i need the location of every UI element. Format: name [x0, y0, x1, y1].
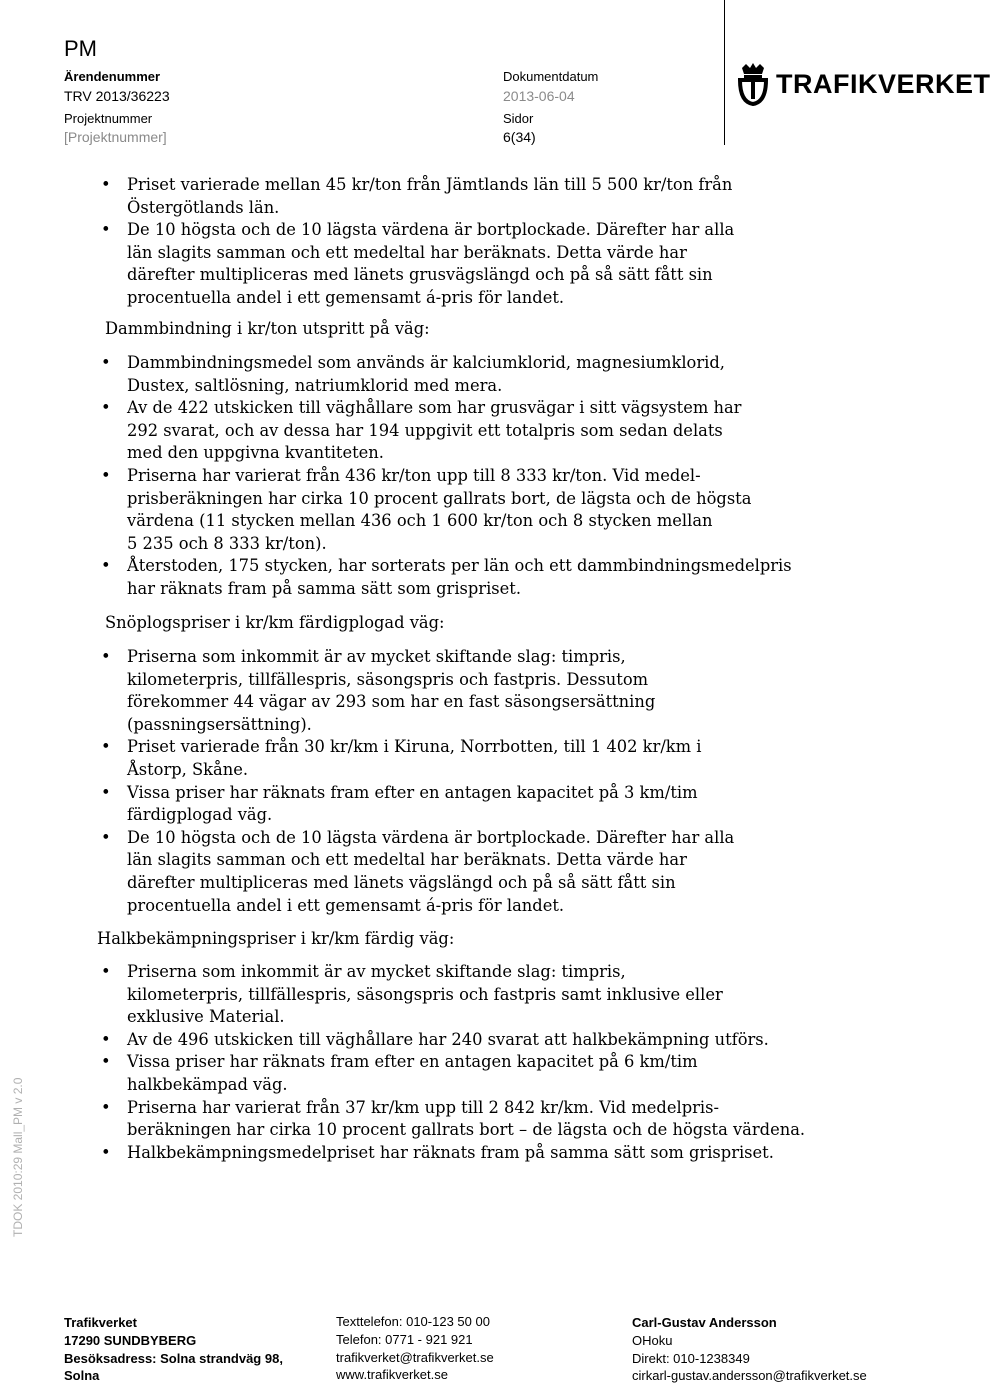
list-item-line: Priserna som inkommit är av mycket skiftande slag: timpris, [127, 647, 626, 666]
dokumentdatum-label: Dokumentdatum [503, 69, 599, 84]
list-item-line: värdena (11 stycken mellan 436 och 1 600 kr/ton och 8 stycken mellan [127, 511, 713, 531]
list-item-line: Vissa priser har räknats fram efter en antagen kapacitet på 3 km/tim [127, 782, 698, 802]
list-item-line: halkbekämpad väg. [127, 1074, 288, 1094]
list-item-line: Åstorp, Skåne. [127, 759, 249, 779]
list-item [101, 219, 827, 309]
list-item-line: Östergötlands län. [127, 197, 280, 217]
list-item [101, 465, 827, 555]
list-item [101, 1097, 847, 1142]
bullet-icon: • [101, 827, 111, 847]
list-item-line: därefter multipliceras med länets vägslängd och på så sätt fått sin [127, 872, 676, 892]
heading-dammbindning: Dammbindning i kr/ton utspritt på väg: [105, 319, 430, 338]
footer-company-name: Trafikverket [64, 1315, 137, 1330]
list-item-line: kilometerpris, tillfällespris, säsongspris och fastpris samt inklusive eller [127, 984, 723, 1004]
bullet-list-grus [101, 174, 827, 310]
bullet-icon: • [101, 737, 111, 757]
list-item-line: Av de 496 utskicken till väghållare har 240 svarat att halkbekämpning utförs. [127, 1029, 769, 1049]
bullet-icon: • [101, 1052, 111, 1072]
list-item [101, 782, 827, 827]
footer-texttelefon: Texttelefon: 010-123 50 00 [336, 1314, 490, 1329]
bullet-list-dammbindning [101, 352, 827, 601]
list-item-line: De 10 högsta och de 10 lägsta värdena är bortplockade. Därefter har alla [127, 220, 735, 240]
bullet-icon: • [101, 175, 111, 194]
list-item-line: med den uppgivna kvantiteten. [127, 443, 384, 463]
list-item-line: 292 svarat, och av dessa har 194 uppgivit ett totalpris som sedan delats [127, 420, 723, 440]
list-item-line: (passningsersättning). [127, 714, 312, 734]
list-item-line: Priserna har varierat från 436 kr/ton upp till 8 333 kr/ton. Vid medel- [127, 465, 701, 485]
arendenummer-label: Ärendenummer [64, 69, 161, 84]
bullet-icon: • [101, 1097, 111, 1117]
heading-halkbekampning: Halkbekämpningspriser i kr/km färdig väg: [97, 929, 455, 948]
list-item [101, 555, 827, 600]
footer-city: Solna [64, 1368, 100, 1384]
bullet-icon: • [101, 556, 111, 576]
document-type: PM [64, 36, 97, 61]
list-item-line: Dustex, saltlösning, natriumklorid med mera. [127, 375, 503, 395]
list-item-line: beräkningen har cirka 10 procent gallrats bort – de lägsta och de högsta värdena. [127, 1120, 806, 1140]
bullet-icon: • [101, 465, 111, 485]
bullet-icon: • [101, 398, 111, 418]
sidor-label: Sidor [503, 111, 534, 126]
bullet-icon: • [101, 1029, 111, 1049]
crown-emblem-icon [736, 62, 770, 106]
list-item [101, 352, 827, 397]
bullet-icon: • [101, 647, 111, 666]
footer-website[interactable]: www.trafikverket.se [336, 1367, 448, 1383]
footer-email[interactable]: trafikverket@trafikverket.se [336, 1349, 494, 1365]
bullet-icon: • [101, 353, 111, 372]
projektnummer-label: Projektnummer [64, 111, 153, 126]
list-item [101, 961, 847, 1029]
template-id-sidebar: TDOK 2010:29 Mall_PM v 2.0 [11, 1077, 25, 1237]
list-item [101, 1029, 847, 1052]
footer-telefon: Telefon: 0771 - 921 921 [336, 1331, 473, 1347]
list-item-line: kilometerpris, tillfällespris, säsongspris och fastpris. Dessutom [127, 669, 649, 689]
list-item [101, 1142, 847, 1165]
bullet-list-halkbekampning [101, 961, 847, 1164]
list-item [101, 646, 827, 736]
list-item-line: Återstoden, 175 stycken, har sorterats per län och ett dammbindningsmedelpris [127, 556, 792, 576]
dokumentdatum-value: 2013-06-04 [503, 88, 575, 104]
logo-wordmark: TRAFIKVERKET [776, 68, 991, 99]
list-item-line: Priserna har varierat från 37 kr/km upp till 2 842 kr/km. Vid medelpris- [127, 1097, 719, 1117]
footer-person-email[interactable]: cirkarl-gustav.andersson@trafikverket.se [632, 1368, 867, 1384]
list-item-line: procentuella andel i ett gemensamt á-pris för landet. [127, 895, 565, 915]
list-item-line: prisberäkningen har cirka 10 procent gallrats bort, de lägsta och de högsta [127, 488, 752, 508]
list-item-line: Priset varierade från 30 kr/km i Kiruna, Norrbotten, till 1 402 kr/km i [127, 737, 702, 757]
list-item [101, 736, 827, 781]
trafikverket-logo [736, 62, 991, 106]
list-item-line: Priset varierade mellan 45 kr/ton från Jämtlands län till 5 500 kr/ton från [127, 175, 733, 194]
projektnummer-value: [Projektnummer] [64, 129, 167, 145]
footer-postal: 17290 SUNDBYBERG [64, 1332, 197, 1348]
header-divider [724, 0, 725, 145]
arendenummer-value: TRV 2013/36223 [64, 88, 170, 104]
footer-person [632, 1314, 867, 1385]
footer-company [64, 1314, 283, 1385]
footer-person-unit: OHoku [632, 1332, 673, 1348]
bullet-list-snoplog [101, 646, 827, 917]
list-item-line: förekommer 44 vägar av 293 som har en fast säsongsersättning [127, 692, 656, 712]
footer-person-phone: Direkt: 010-1238349 [632, 1350, 750, 1366]
bullet-icon: • [101, 220, 111, 240]
list-item [101, 1051, 847, 1096]
bullet-icon: • [101, 1142, 111, 1162]
list-item-line: län slagits samman och ett medeltal har beräknats. Detta värde har [127, 850, 687, 870]
footer-person-name: Carl-Gustav Andersson [632, 1315, 777, 1330]
heading-snoplog: Snöplogspriser i kr/km färdigplogad väg: [105, 613, 445, 632]
list-item-line: Av de 422 utskicken till väghållare som har grusvägar i sitt vägsystem har [127, 398, 742, 418]
list-item-line: De 10 högsta och de 10 lägsta värdena är bortplockade. Därefter har alla [127, 827, 735, 847]
list-item-line: Dammbindningsmedel som används är kalciumklorid, magnesiumklorid, [127, 353, 725, 372]
list-item-line: därefter multipliceras med länets grusvägslängd och på så sätt fått sin [127, 265, 713, 285]
bullet-icon: • [101, 962, 111, 981]
list-item-line: exklusive Material. [127, 1007, 285, 1027]
list-item-line: Vissa priser har räknats fram efter en antagen kapacitet på 6 km/tim [127, 1052, 698, 1072]
list-item-line: Halkbekämpningsmedelpriset har räknats fram på samma sätt som grispriset. [127, 1142, 774, 1162]
list-item [101, 174, 827, 219]
list-item-line: har räknats fram på samma sätt som grispriset. [127, 578, 522, 598]
sidor-value: 6(34) [503, 129, 536, 145]
list-item [101, 827, 827, 917]
footer-contact [336, 1313, 494, 1384]
list-item-line: Priserna som inkommit är av mycket skiftande slag: timpris, [127, 962, 626, 981]
footer-visit-address: Besöksadress: Solna strandväg 98, [64, 1350, 283, 1366]
bullet-icon: • [101, 782, 111, 802]
list-item-line: färdigplogad väg. [127, 805, 273, 825]
list-item-line: 5 235 och 8 333 kr/ton). [127, 533, 327, 553]
list-item-line: län slagits samman och ett medeltal har beräknats. Detta värde har [127, 242, 687, 262]
list-item-line: procentuella andel i ett gemensamt á-pris för landet. [127, 287, 565, 307]
list-item [101, 397, 827, 465]
